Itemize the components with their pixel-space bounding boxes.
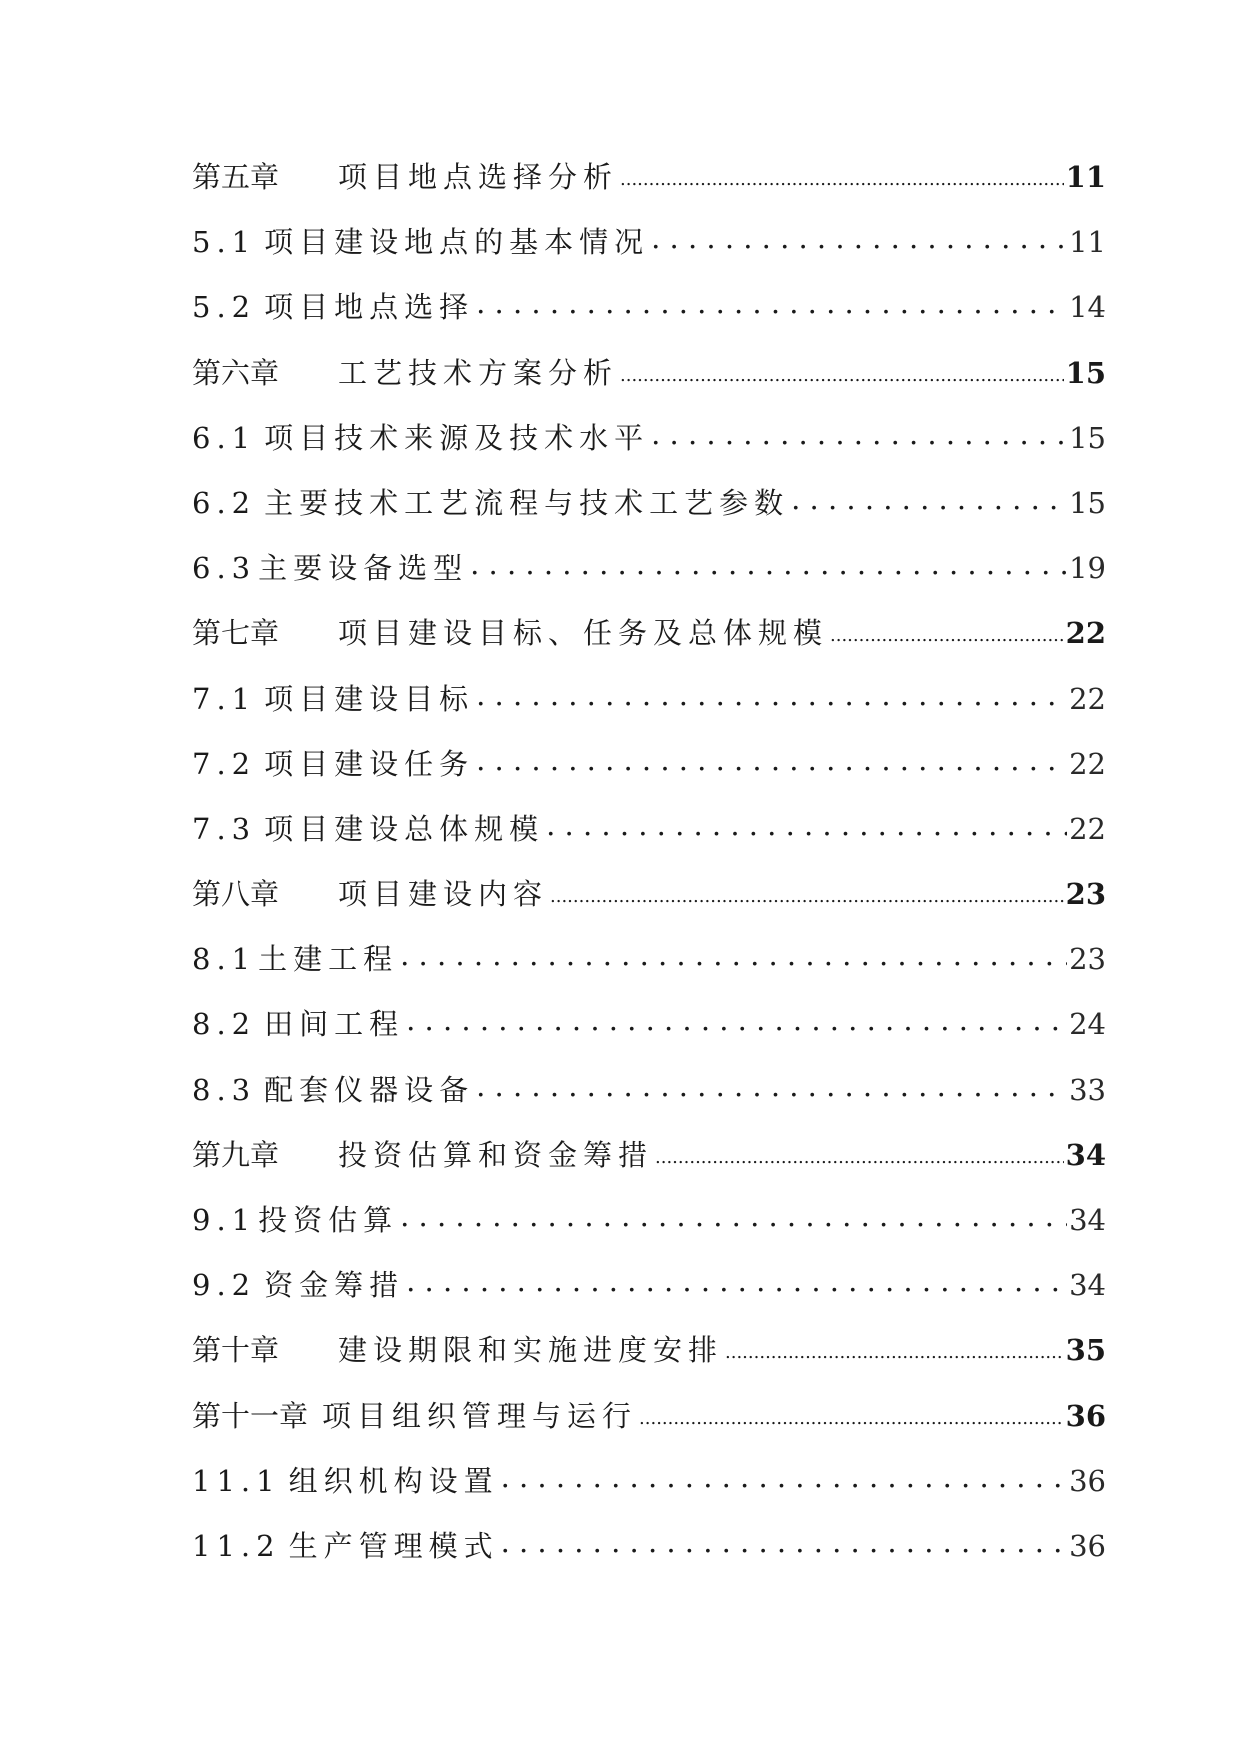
toc-entry-title: 项目建设任务 — [264, 746, 475, 781]
toc-dot-leader — [476, 286, 1067, 320]
toc-entry-title: 项目技术来源及技术水平 — [264, 420, 650, 455]
toc-entry-number: 11.2 — [192, 1528, 281, 1563]
toc-entry-number: 11.1 — [192, 1463, 281, 1498]
toc-entry-page-number: 23 — [1065, 877, 1106, 912]
toc-entry-page-number: 24 — [1069, 1007, 1106, 1042]
toc-entry-page-number: 34 — [1069, 1268, 1106, 1303]
toc-entry-page-number: 34 — [1069, 1203, 1106, 1237]
toc-dot-leader — [476, 678, 1067, 712]
toc-dot-leader — [620, 365, 1064, 386]
toc-entry-number: 第七章 — [192, 616, 280, 651]
toc-dot-leader — [651, 221, 1067, 255]
toc-dot-leader — [651, 417, 1067, 451]
toc-dot-leader — [476, 1069, 1067, 1103]
toc-entry-number: 第十一章 — [192, 1398, 309, 1433]
toc-entry-number: 6.2 — [192, 485, 257, 520]
toc-entry-number: 第十章 — [192, 1333, 280, 1368]
toc-entry-chapter-11[interactable] — [192, 1394, 1106, 1459]
toc-entry-section-8-3[interactable] — [192, 1068, 1106, 1133]
toc-entry-section-7-2[interactable] — [192, 742, 1106, 807]
toc-entry-page-number: 23 — [1069, 942, 1106, 977]
toc-entry-title: 主要技术工艺流程与技术工艺参数 — [264, 485, 790, 520]
toc-entry-section-7-1[interactable] — [192, 677, 1106, 742]
toc-entry-chapter-5[interactable] — [192, 155, 1106, 220]
toc-entry-page-number: 19 — [1069, 551, 1106, 586]
toc-entry-section-11-1[interactable] — [192, 1459, 1106, 1524]
toc-entry-title: 田间工程 — [264, 1007, 405, 1042]
toc-dot-leader — [400, 938, 1067, 972]
toc-entry-section-11-2[interactable] — [192, 1524, 1106, 1589]
toc-entry-section-6-1[interactable] — [192, 416, 1106, 481]
toc-entry-page-number: 11 — [1069, 225, 1106, 260]
toc-entry-section-9-2[interactable] — [192, 1263, 1106, 1328]
toc-entry-title: 配套仪器设备 — [264, 1072, 475, 1107]
table-of-contents — [192, 155, 1106, 1589]
toc-entry-number: 第八章 — [192, 877, 280, 912]
toc-entry-page-number: 22 — [1069, 681, 1106, 716]
toc-entry-section-8-1[interactable] — [192, 937, 1106, 1002]
toc-dot-leader — [501, 1460, 1068, 1494]
toc-dot-leader — [476, 743, 1067, 777]
toc-entry-number: 9.1 — [192, 1203, 257, 1237]
toc-entry-number: 7.2 — [192, 746, 257, 781]
toc-entry-title: 组织机构设置 — [288, 1463, 499, 1498]
toc-entry-number: 5.1 — [192, 225, 257, 260]
toc-entry-page-number: 15 — [1065, 355, 1106, 390]
toc-entry-number: 8.1 — [192, 942, 257, 977]
toc-entry-page-number: 35 — [1065, 1333, 1106, 1368]
toc-entry-chapter-8[interactable] — [192, 872, 1106, 937]
toc-entry-page-number: 11 — [1065, 160, 1106, 194]
toc-entry-chapter-10[interactable] — [192, 1328, 1106, 1393]
toc-entry-title: 项目地点选择 — [264, 290, 475, 325]
toc-entry-section-9-1[interactable] — [192, 1198, 1106, 1263]
toc-entry-number: 6.3 — [192, 551, 257, 586]
toc-entry-title: 土建工程 — [258, 942, 399, 977]
toc-entry-title: 项目建设目标、任务及总体规模 — [338, 616, 829, 651]
toc-dot-leader — [725, 1342, 1064, 1363]
toc-entry-title: 项目建设目标 — [264, 681, 475, 716]
toc-entry-section-6-2[interactable] — [192, 481, 1106, 546]
toc-entry-page-number: 22 — [1065, 616, 1106, 651]
toc-entry-title: 工艺技术方案分析 — [338, 355, 619, 390]
toc-entry-number: 8.2 — [192, 1007, 257, 1042]
toc-dot-leader — [406, 1003, 1067, 1037]
toc-entry-section-5-1[interactable] — [192, 220, 1106, 285]
toc-entry-page-number: 22 — [1069, 746, 1106, 781]
toc-entry-section-6-3[interactable] — [192, 546, 1106, 611]
toc-entry-page-number: 36 — [1069, 1528, 1106, 1563]
toc-entry-number: 7.3 — [192, 811, 257, 846]
toc-entry-title: 项目地点选择分析 — [338, 160, 619, 194]
toc-dot-leader — [639, 1408, 1064, 1429]
toc-entry-title: 投资估算 — [258, 1203, 399, 1237]
toc-entry-title: 建设期限和实施进度安排 — [338, 1333, 724, 1368]
toc-entry-page-number: 22 — [1069, 811, 1106, 846]
toc-dot-leader — [655, 1147, 1064, 1168]
toc-dot-leader — [400, 1199, 1067, 1233]
toc-entry-chapter-6[interactable] — [192, 351, 1106, 416]
toc-entry-chapter-7[interactable] — [192, 611, 1106, 676]
toc-entry-page-number: 33 — [1069, 1072, 1106, 1107]
toc-entry-title: 项目建设地点的基本情况 — [264, 225, 650, 260]
toc-entry-section-7-3[interactable] — [192, 807, 1106, 872]
toc-dot-leader — [550, 886, 1064, 907]
toc-dot-leader — [406, 1264, 1067, 1298]
toc-entry-page-number: 15 — [1069, 485, 1106, 520]
toc-entry-page-number: 36 — [1069, 1463, 1106, 1498]
toc-dot-leader — [620, 169, 1064, 190]
toc-entry-number: 第九章 — [192, 1137, 280, 1172]
toc-entry-number: 第六章 — [192, 355, 280, 390]
toc-dot-leader — [470, 547, 1067, 581]
toc-dot-leader — [501, 1525, 1068, 1559]
toc-entry-number: 7.1 — [192, 681, 257, 716]
toc-dot-leader — [830, 625, 1064, 646]
toc-entry-number: 9.2 — [192, 1268, 257, 1303]
toc-entry-page-number: 15 — [1069, 420, 1106, 455]
toc-entry-title: 项目建设内容 — [338, 877, 549, 912]
toc-entry-number: 第五章 — [192, 160, 280, 194]
toc-entry-title: 主要设备选型 — [258, 551, 469, 586]
toc-entry-number: 6.1 — [192, 420, 257, 455]
toc-entry-chapter-9[interactable] — [192, 1133, 1106, 1198]
toc-entry-title: 投资估算和资金筹措 — [338, 1137, 654, 1172]
toc-entry-page-number: 14 — [1069, 290, 1106, 325]
toc-dot-leader — [791, 482, 1067, 516]
toc-entry-title: 项目建设总体规模 — [264, 811, 545, 846]
toc-entry-page-number: 36 — [1065, 1398, 1106, 1433]
toc-entry-number: 8.3 — [192, 1072, 257, 1107]
toc-entry-page-number: 34 — [1065, 1137, 1106, 1172]
toc-entry-section-5-2[interactable] — [192, 285, 1106, 350]
toc-entry-title: 生产管理模式 — [288, 1528, 499, 1563]
toc-entry-title: 项目组织管理与运行 — [322, 1398, 638, 1433]
toc-dot-leader — [546, 808, 1067, 842]
toc-entry-number: 5.2 — [192, 290, 257, 325]
toc-entry-section-8-2[interactable] — [192, 1002, 1106, 1067]
toc-entry-title: 资金筹措 — [264, 1268, 405, 1303]
